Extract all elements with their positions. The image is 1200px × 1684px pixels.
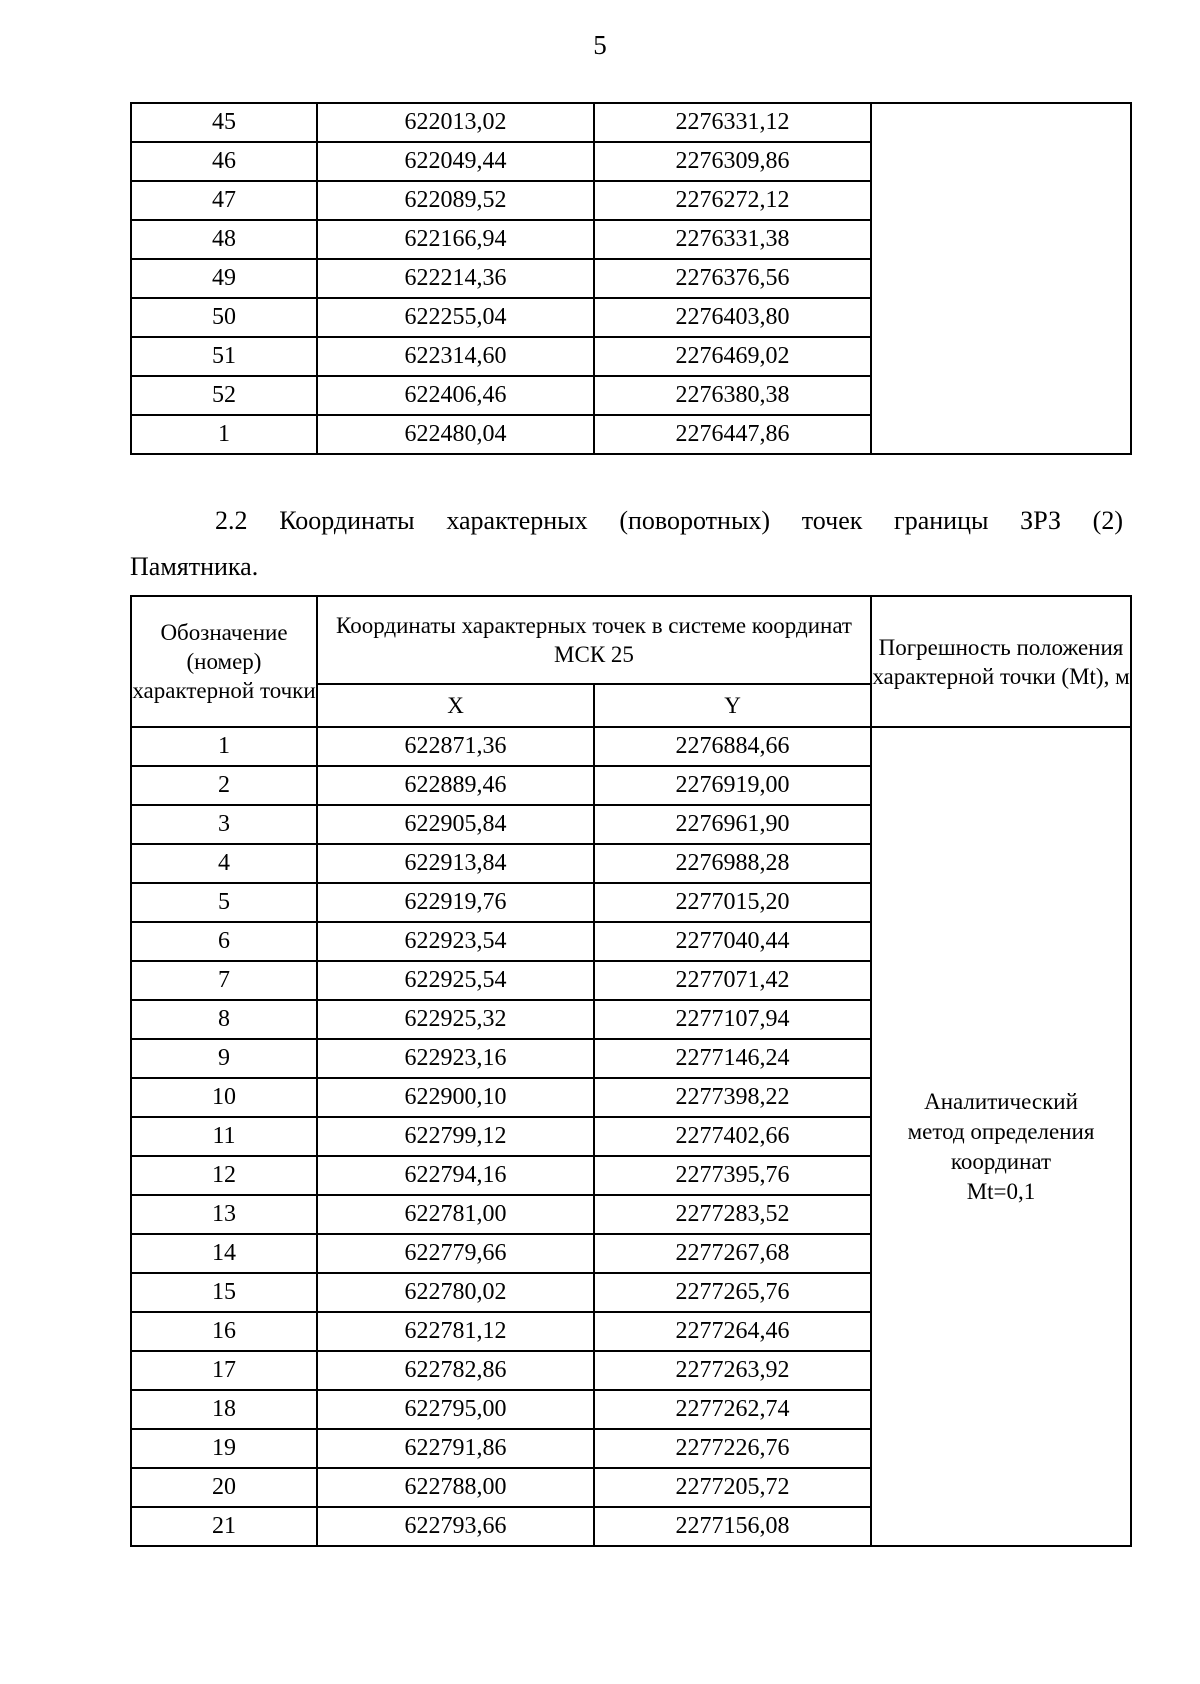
coordinates-table-zrz2-body <box>131 727 1131 1546</box>
section-heading <box>130 498 1123 590</box>
point-number: 17 <box>131 1351 317 1390</box>
coord-x: 622406,46 <box>317 376 594 415</box>
point-number: 14 <box>131 1234 317 1273</box>
coord-y: 2277395,76 <box>594 1156 871 1195</box>
coord-x: 622791,86 <box>317 1429 594 1468</box>
coord-y: 2276331,12 <box>594 103 871 142</box>
header-coordinates: Координаты характерных точек в системе координат МСК 25 <box>317 596 871 684</box>
accuracy-note <box>871 727 1131 1546</box>
coord-x: 622913,84 <box>317 844 594 883</box>
coord-y: 2276380,38 <box>594 376 871 415</box>
coord-x: 622782,86 <box>317 1351 594 1390</box>
section-heading-line1: 2.2 Координаты характерных (поворотных) точек границы ЗРЗ (2) <box>215 506 1123 535</box>
point-number: 52 <box>131 376 317 415</box>
coord-y: 2276919,00 <box>594 766 871 805</box>
coord-x: 622889,46 <box>317 766 594 805</box>
point-number: 1 <box>131 727 317 766</box>
coord-x: 622794,16 <box>317 1156 594 1195</box>
coord-y: 2277262,74 <box>594 1390 871 1429</box>
coord-x: 622925,54 <box>317 961 594 1000</box>
coord-y: 2276988,28 <box>594 844 871 883</box>
coord-x: 622900,10 <box>317 1078 594 1117</box>
point-number: 21 <box>131 1507 317 1546</box>
coord-x: 622781,00 <box>317 1195 594 1234</box>
point-number: 1 <box>131 415 317 454</box>
coord-x: 622871,36 <box>317 727 594 766</box>
point-number: 16 <box>131 1312 317 1351</box>
coord-x: 622919,76 <box>317 883 594 922</box>
accuracy-note-line4: Mt=0,1 <box>966 1178 1036 1204</box>
coord-x: 622799,12 <box>317 1117 594 1156</box>
page-number: 5 <box>593 30 607 60</box>
header-y: Y <box>594 684 871 727</box>
coord-x: 622788,00 <box>317 1468 594 1507</box>
accuracy-note-line1: Аналитический <box>924 1088 1078 1114</box>
coord-y: 2276272,12 <box>594 181 871 220</box>
coord-y: 2277226,76 <box>594 1429 871 1468</box>
coord-y: 2276331,38 <box>594 220 871 259</box>
coord-x: 622925,32 <box>317 1000 594 1039</box>
coord-x: 622314,60 <box>317 337 594 376</box>
point-number: 48 <box>131 220 317 259</box>
coord-x: 622214,36 <box>317 259 594 298</box>
coord-y: 2277146,24 <box>594 1039 871 1078</box>
coord-x: 622795,00 <box>317 1390 594 1429</box>
point-number: 5 <box>131 883 317 922</box>
point-number: 10 <box>131 1078 317 1117</box>
point-number: 49 <box>131 259 317 298</box>
coord-y: 2276469,02 <box>594 337 871 376</box>
header-designation: Обозначение (номер) характерной точки <box>131 596 317 727</box>
coord-x: 622049,44 <box>317 142 594 181</box>
section-heading-line2: Памятника. <box>130 552 259 581</box>
point-number: 9 <box>131 1039 317 1078</box>
coord-x: 622166,94 <box>317 220 594 259</box>
error-column-empty <box>871 103 1131 454</box>
coordinates-table-continued <box>130 102 1132 455</box>
coord-x: 622480,04 <box>317 415 594 454</box>
coordinates-table-continued-body <box>131 103 1131 454</box>
coord-x: 622793,66 <box>317 1507 594 1546</box>
point-number: 46 <box>131 142 317 181</box>
point-number: 7 <box>131 961 317 1000</box>
coord-y: 2277107,94 <box>594 1000 871 1039</box>
coord-x: 622781,12 <box>317 1312 594 1351</box>
coord-x: 622013,02 <box>317 103 594 142</box>
coord-x: 622089,52 <box>317 181 594 220</box>
accuracy-note-line2: метод определения <box>907 1118 1095 1144</box>
coord-x: 622780,02 <box>317 1273 594 1312</box>
coord-y: 2277265,76 <box>594 1273 871 1312</box>
coord-x: 622779,66 <box>317 1234 594 1273</box>
point-number: 50 <box>131 298 317 337</box>
coord-y: 2277398,22 <box>594 1078 871 1117</box>
coord-x: 622923,16 <box>317 1039 594 1078</box>
coord-y: 2277071,42 <box>594 961 871 1000</box>
point-number: 51 <box>131 337 317 376</box>
point-number: 19 <box>131 1429 317 1468</box>
point-number: 13 <box>131 1195 317 1234</box>
coord-y: 2277264,46 <box>594 1312 871 1351</box>
coord-y: 2276309,86 <box>594 142 871 181</box>
coord-y: 2276376,56 <box>594 259 871 298</box>
point-number: 45 <box>131 103 317 142</box>
point-number: 6 <box>131 922 317 961</box>
coord-y: 2277263,92 <box>594 1351 871 1390</box>
coord-y: 2277267,68 <box>594 1234 871 1273</box>
coord-y: 2277015,20 <box>594 883 871 922</box>
coord-x: 622923,54 <box>317 922 594 961</box>
coord-x: 622905,84 <box>317 805 594 844</box>
coord-y: 2277283,52 <box>594 1195 871 1234</box>
point-number: 15 <box>131 1273 317 1312</box>
header-error: Погрешность положения характерной точки (Mt), м <box>871 596 1131 727</box>
table-row <box>131 727 1131 766</box>
point-number: 4 <box>131 844 317 883</box>
table-row <box>131 103 1131 142</box>
coord-y: 2276961,90 <box>594 805 871 844</box>
point-number: 11 <box>131 1117 317 1156</box>
coord-y: 2277402,66 <box>594 1117 871 1156</box>
coord-y: 2277156,08 <box>594 1507 871 1546</box>
accuracy-note-line3: координат <box>950 1148 1052 1174</box>
coord-x: 622255,04 <box>317 298 594 337</box>
point-number: 8 <box>131 1000 317 1039</box>
point-number: 12 <box>131 1156 317 1195</box>
coordinates-table-zrz2 <box>130 595 1132 1547</box>
coord-y: 2276447,86 <box>594 415 871 454</box>
coord-y: 2277205,72 <box>594 1468 871 1507</box>
coord-y: 2277040,44 <box>594 922 871 961</box>
header-x: X <box>317 684 594 727</box>
point-number: 18 <box>131 1390 317 1429</box>
point-number: 2 <box>131 766 317 805</box>
coord-y: 2276884,66 <box>594 727 871 766</box>
point-number: 20 <box>131 1468 317 1507</box>
point-number: 47 <box>131 181 317 220</box>
point-number: 3 <box>131 805 317 844</box>
coord-y: 2276403,80 <box>594 298 871 337</box>
